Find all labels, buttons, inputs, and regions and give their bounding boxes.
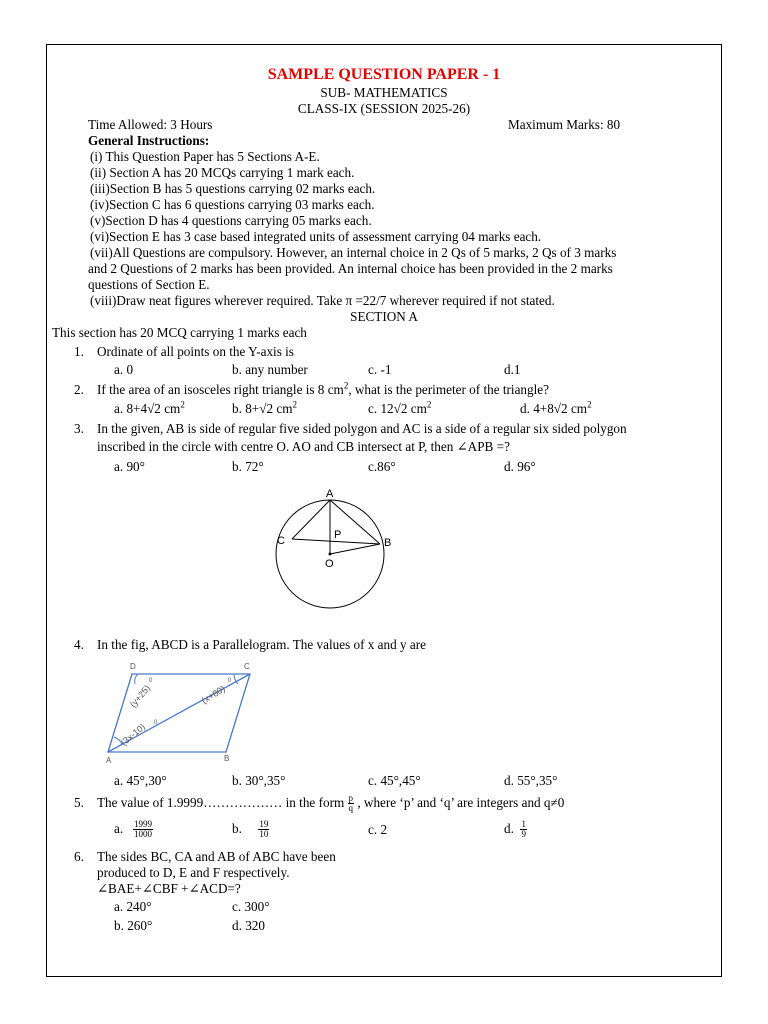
- label-a: A: [326, 488, 334, 500]
- label-p: P: [334, 529, 342, 541]
- question-text: In the given, AB is side of regular five sided polygon and AC is a side of a regular six sided polygon: [97, 421, 627, 436]
- parallelogram-figure: [104, 660, 254, 768]
- question-number: 1.: [74, 344, 84, 359]
- section-title: SECTION A: [350, 309, 418, 324]
- maximum-marks: Maximum Marks: 80: [508, 117, 621, 132]
- instruction-item: (iii)Section B has 5 questions carrying 02 marks each.: [90, 181, 376, 196]
- option-b: b. 72°: [232, 459, 264, 474]
- question-text: Ordinate of all points on the Y-axis is: [97, 344, 294, 359]
- option-a: a. 240°: [114, 899, 152, 914]
- option-d: d.1: [504, 362, 521, 377]
- option-c: c.86°: [368, 459, 396, 474]
- segment-ob: [330, 544, 380, 554]
- option-a: a. 8+4√2 $cm^2$: [114, 399, 185, 416]
- question-text: produced to D, E and F respectively.: [97, 865, 290, 880]
- subject-line: SUB- MATHEMATICS: [320, 85, 448, 100]
- label-b: B: [384, 537, 392, 549]
- option-d: d. 320: [232, 918, 265, 933]
- label-c: C: [244, 662, 250, 671]
- chord-ac: [292, 500, 330, 539]
- question-text: If the area of an isosceles right triangle is 8 $cm^2$, what is the perimeter of the triangle?: [97, 380, 549, 397]
- paper-title: SAMPLE QUESTION PAPER - 1: [267, 66, 501, 83]
- question-number: 2.: [74, 382, 84, 397]
- label-b: B: [224, 754, 230, 763]
- option-a: a. $\frac{1999}{1000}$: [114, 819, 153, 840]
- section-intro: This section has 20 MCQ carrying 1 marks each: [52, 325, 307, 340]
- option-c: c. 300°: [232, 899, 270, 914]
- instruction-item: (i) This Question Paper has 5 Sections A-E.: [90, 149, 320, 164]
- class-line: CLASS-IX (SESSION 2025-26): [297, 101, 471, 116]
- question-number: 5.: [74, 795, 84, 810]
- option-c: c. 12√2 $cm^2$: [368, 399, 432, 416]
- option-b: b. $\frac{19}{10}$: [232, 819, 269, 840]
- fraction-p-q: $\frac{p}{q}$: [348, 793, 354, 814]
- degree-c: 0: [228, 678, 232, 684]
- question-number: 3.: [74, 421, 84, 436]
- option-a: a. 0: [114, 362, 134, 377]
- question-number: 6.: [74, 849, 84, 864]
- instruction-item: (ii) Section A has 20 MCQs carrying 1 mark each.: [90, 165, 355, 180]
- option-c: c. 2: [368, 822, 388, 837]
- instruction-item: (vii)All Questions are compulsory. However, an internal choice in 2 Qs of 5 marks, 2 Qs of 3 marks: [90, 245, 617, 260]
- question-text: ∠BAE+∠CBF +∠ACD=?: [97, 881, 241, 896]
- instruction-item: and 2 Questions of 2 marks has been provided. An internal choice has been provided in the 2 marks: [88, 261, 613, 276]
- option-d: d. $\frac{1}{9}$: [504, 819, 526, 840]
- arc-d: [135, 674, 138, 684]
- option-d: d. 55°,35°: [504, 773, 558, 788]
- option-c: c. -1: [368, 362, 392, 377]
- question-text: inscribed in the circle with centre O. AO and CB intersect at P, then ∠APB =?: [97, 439, 510, 454]
- instruction-item: (iv)Section C has 6 questions carrying 03 marks each.: [90, 197, 375, 212]
- angle-label-d: (y+25): [127, 683, 153, 710]
- label-c: C: [277, 535, 285, 547]
- label-o: O: [325, 558, 334, 570]
- question-text: The sides BC, CA and AB of ABC have been: [97, 849, 336, 864]
- center-point: [329, 553, 332, 556]
- instructions-heading: General Instructions:: [88, 133, 210, 148]
- degree-d: 0: [149, 678, 153, 684]
- option-b: b. 30°,35°: [232, 773, 286, 788]
- instruction-item: questions of Section E.: [88, 277, 210, 292]
- option-b: b. 260°: [114, 918, 153, 933]
- question-text: In the fig, ABCD is a Parallelogram. The values of x and y are: [97, 637, 426, 652]
- angle-label-c: (x+80): [199, 683, 227, 706]
- option-a: a. 45°,30°: [114, 773, 167, 788]
- instruction-item: (vi)Section E has 3 case based integrated units of assessment carrying 04 marks each.: [90, 229, 542, 244]
- degree-a: 0: [154, 720, 158, 726]
- option-b: b. 8+√2 $cm^2$: [232, 399, 297, 416]
- option-b: b. any number: [232, 362, 308, 377]
- option-a: a. 90°: [114, 459, 145, 474]
- option-d: d. 96°: [504, 459, 536, 474]
- option-d: d. 4+8√2 $cm^2$: [520, 399, 592, 416]
- instruction-item: (v)Section D has 4 questions carrying 05 marks each.: [90, 213, 372, 228]
- question-text: The value of 1.9999……………… in the form $\frac{p}{q}$ , where ‘p’ and ‘q’ are integers and q≠0: [97, 793, 565, 814]
- angle-label-a: (3x-10): [118, 721, 148, 748]
- instruction-item: (viii)Draw neat figures wherever required. Take π =22/7 wherever required if not stated.: [90, 293, 555, 308]
- circle-figure: [270, 484, 410, 612]
- label-d: D: [130, 662, 136, 671]
- time-allowed: Time Allowed: 3 Hours: [88, 117, 213, 132]
- question-number: 4.: [74, 637, 84, 652]
- label-a: A: [106, 756, 112, 765]
- option-c: c. 45°,45°: [368, 773, 421, 788]
